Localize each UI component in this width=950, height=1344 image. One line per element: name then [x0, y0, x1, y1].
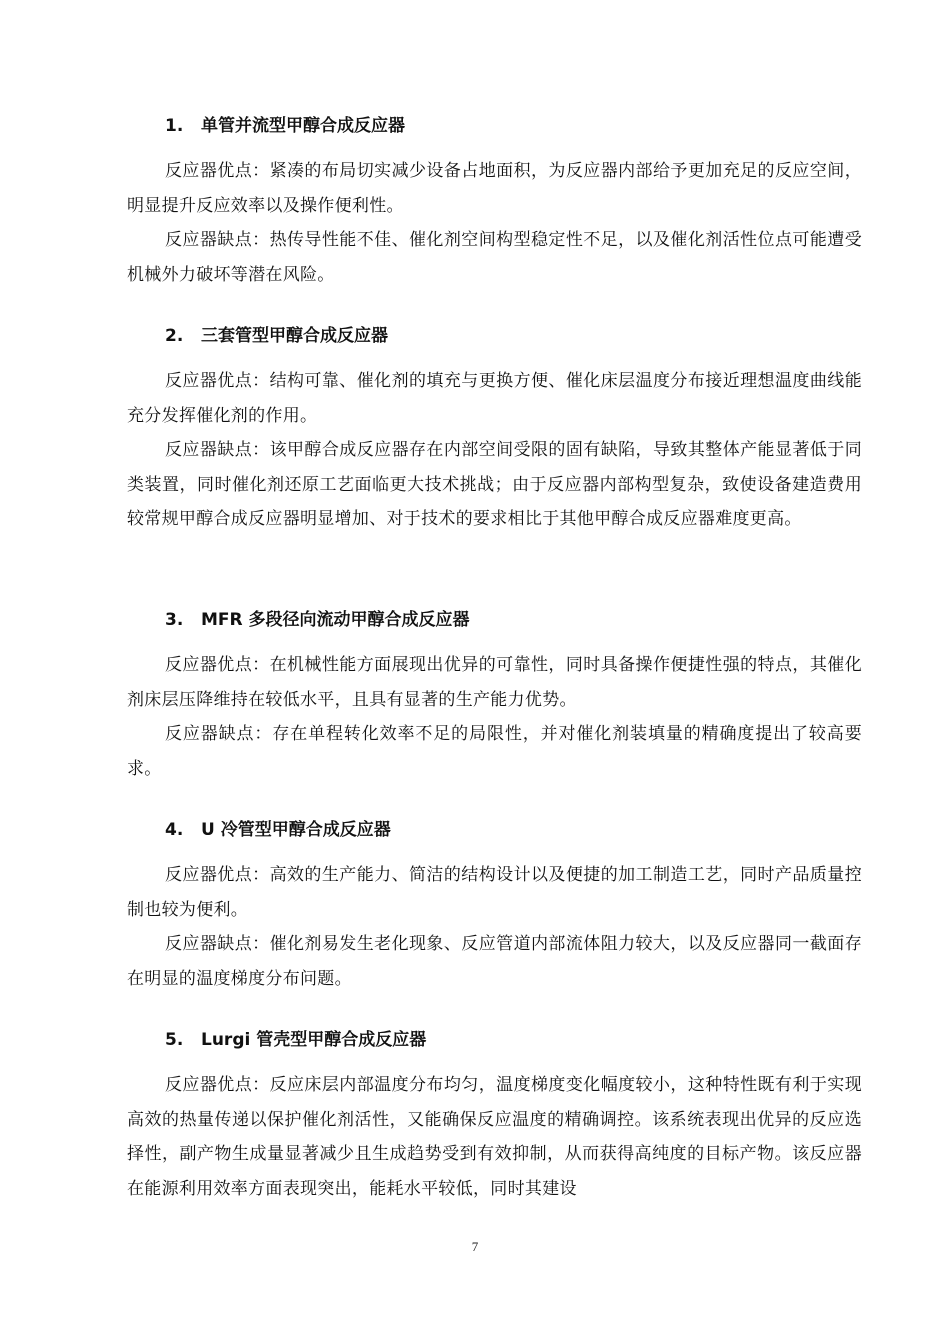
section-3 — [127, 608, 862, 786]
section-heading — [127, 608, 862, 632]
paragraph: 反应器优点：高效的生产能力、简洁的结构设计以及便捷的加工制造工艺，同时产品质量控制也较为便利。 — [127, 865, 862, 920]
section-heading — [127, 1028, 862, 1052]
section-title: Lurgi 管壳型甲醇合成反应器 — [201, 1030, 427, 1050]
paragraph: 反应器优点：反应床层内部温度分布均匀，温度梯度变化幅度较小，这种特性既有利于实现高效的热量传递以保护催化剂活性，又能确保反应温度的精确调控。该系统表现出优异的反应选择性，副产物生成量显著减少且生成趋势受到有效抑制，从而获得高纯度的目标产物。该反应器在能源利用效率方面表现突出，能耗水平较低，同时其建设 — [127, 1075, 862, 1199]
section-1 — [127, 114, 862, 292]
section-2 — [127, 324, 862, 537]
paragraph: 反应器优点：紧凑的布局切实减少设备占地面积，为反应器内部给予更加充足的反应空间，明显提升反应效率以及操作便利性。 — [127, 161, 862, 216]
paragraph: 反应器缺点：存在单程转化效率不足的局限性，并对催化剂装填量的精确度提出了较高要求。 — [127, 724, 862, 779]
paragraph: 反应器缺点：该甲醇合成反应器存在内部空间受限的固有缺陷，导致其整体产能显著低于同类装置，同时催化剂还原工艺面临更大技术挑战；由于反应器内部构型复杂，致使设备建造费用较常规甲醇合成反应器明显增加、对于技术的要求相比于其他甲醇合成反应器难度更高。 — [127, 440, 862, 529]
section-heading — [127, 324, 862, 348]
paragraph: 反应器缺点：热传导性能不佳、催化剂空间构型稳定性不足，以及催化剂活性位点可能遭受机械外力破坏等潜在风险。 — [127, 230, 862, 285]
section-number: 2. — [165, 326, 184, 346]
section-4 — [127, 818, 862, 996]
section-title: MFR 多段径向流动甲醇合成反应器 — [201, 610, 470, 630]
section-title: 三套管型甲醇合成反应器 — [201, 326, 388, 346]
section-5 — [127, 1028, 862, 1206]
page-number: 7 — [471, 1239, 479, 1254]
section-number: 4. — [165, 820, 184, 840]
section-number: 1. — [165, 116, 184, 136]
section-heading — [127, 114, 862, 138]
paragraph: 反应器优点：在机械性能方面展现出优异的可靠性，同时具备操作便捷性强的特点，其催化剂床层压降维持在较低水平，且具有显著的生产能力优势。 — [127, 655, 862, 710]
paragraph: 反应器缺点：催化剂易发生老化现象、反应管道内部流体阻力较大，以及反应器同一截面存在明显的温度梯度分布问题。 — [127, 934, 862, 989]
section-heading — [127, 818, 862, 842]
paragraph: 反应器优点：结构可靠、催化剂的填充与更换方便、催化床层温度分布接近理想温度曲线能充分发挥催化剂的作用。 — [127, 371, 862, 426]
section-number: 3. — [165, 610, 184, 630]
section-number: 5. — [165, 1030, 184, 1050]
section-title: U 冷管型甲醇合成反应器 — [201, 820, 391, 840]
section-title: 单管并流型甲醇合成反应器 — [201, 116, 405, 136]
